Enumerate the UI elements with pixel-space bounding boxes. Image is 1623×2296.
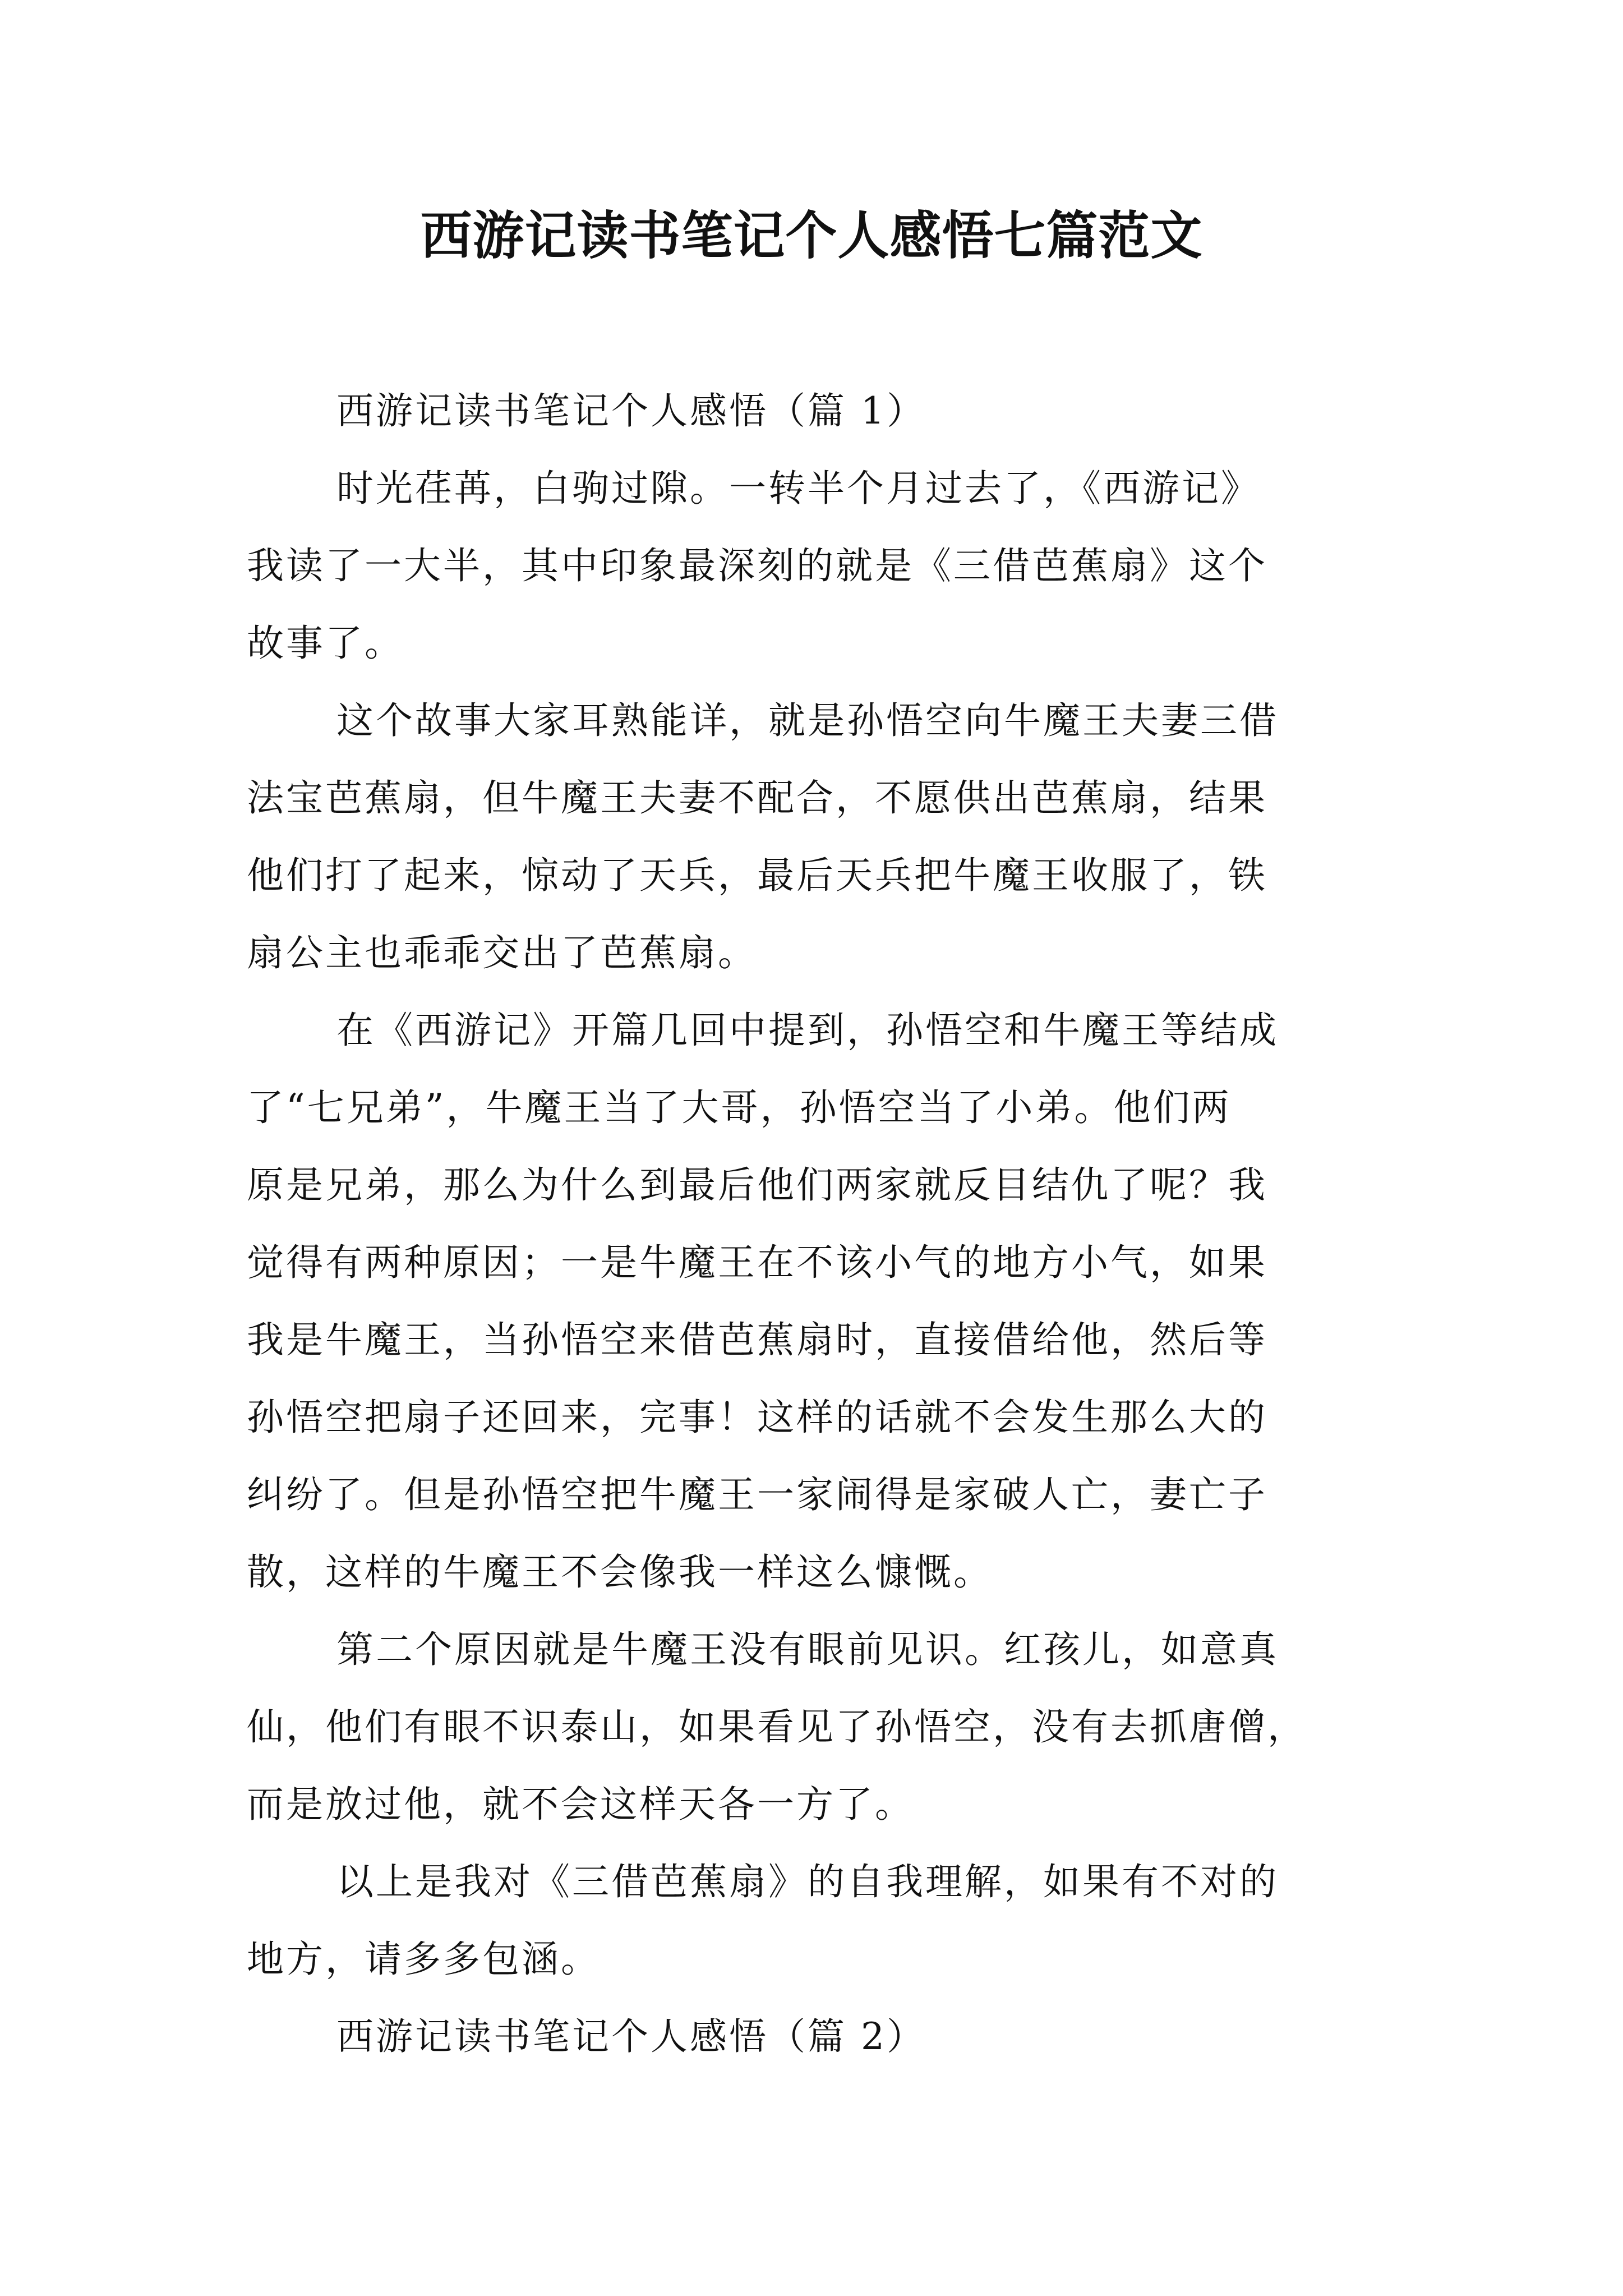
paragraph-1: 时光荏苒，白驹过隙。一转半个月过去了，《西游记》 我读了一大半，其中印象最深刻的就是《三借芭蕉扇》这个 故事了。 <box>247 467 1267 665</box>
section-heading-2: 西游记读书笔记个人感悟（篇 2） <box>336 2015 926 2058</box>
document-body <box>247 372 1376 2076</box>
paragraph-4: 第二个原因就是牛魔王没有眼前见识。红孩儿，如意真 仙，他们有眼不识泰山，如果看见了孙悟空，没有去抓唐僧， 而是放过他，就不会这样天各一方了。 <box>247 1628 1307 1826</box>
document-title: 西游记读书笔记个人感悟七篇范文 <box>420 205 1203 266</box>
paragraph-2: 这个故事大家耳熟能详，就是孙悟空向牛魔王夫妻三借 法宝芭蕉扇，但牛魔王夫妻不配合，不愿供出芭蕉扇，结果 他们打了起来，惊动了天兵，最后天兵把牛魔王收服了，铁 扇公主也乖乖交出了芭蕉扇。 <box>247 699 1279 974</box>
paragraph-3: 在《西游记》开篇几回中提到，孙悟空和牛魔王等结成 了“七兄弟”，牛魔王当了大哥，孙悟空当了小弟。他们两 原是兄弟，那么为什么到最后他们两家就反目结仇了呢？我 觉得有两种原因；一是牛魔王在不该小气的地方小气，如果 我是牛魔王，当孙悟空来借芭蕉扇时，直接借给他，然后等 孙悟空把扇子还回来，完事！这样的话就不会发生那么大的 纠纷了。但是孙悟空把牛魔王一家闹得是家破人亡，妻亡子 散，这样的牛魔王不会像我一样这么慷慨。 <box>247 1009 1279 1594</box>
paragraph-5: 以上是我对《三借芭蕉扇》的自我理解，如果有不对的 地方，请多多包涵。 <box>247 1860 1279 1981</box>
section-heading-1: 西游记读书笔记个人感悟（篇 1） <box>336 389 926 432</box>
